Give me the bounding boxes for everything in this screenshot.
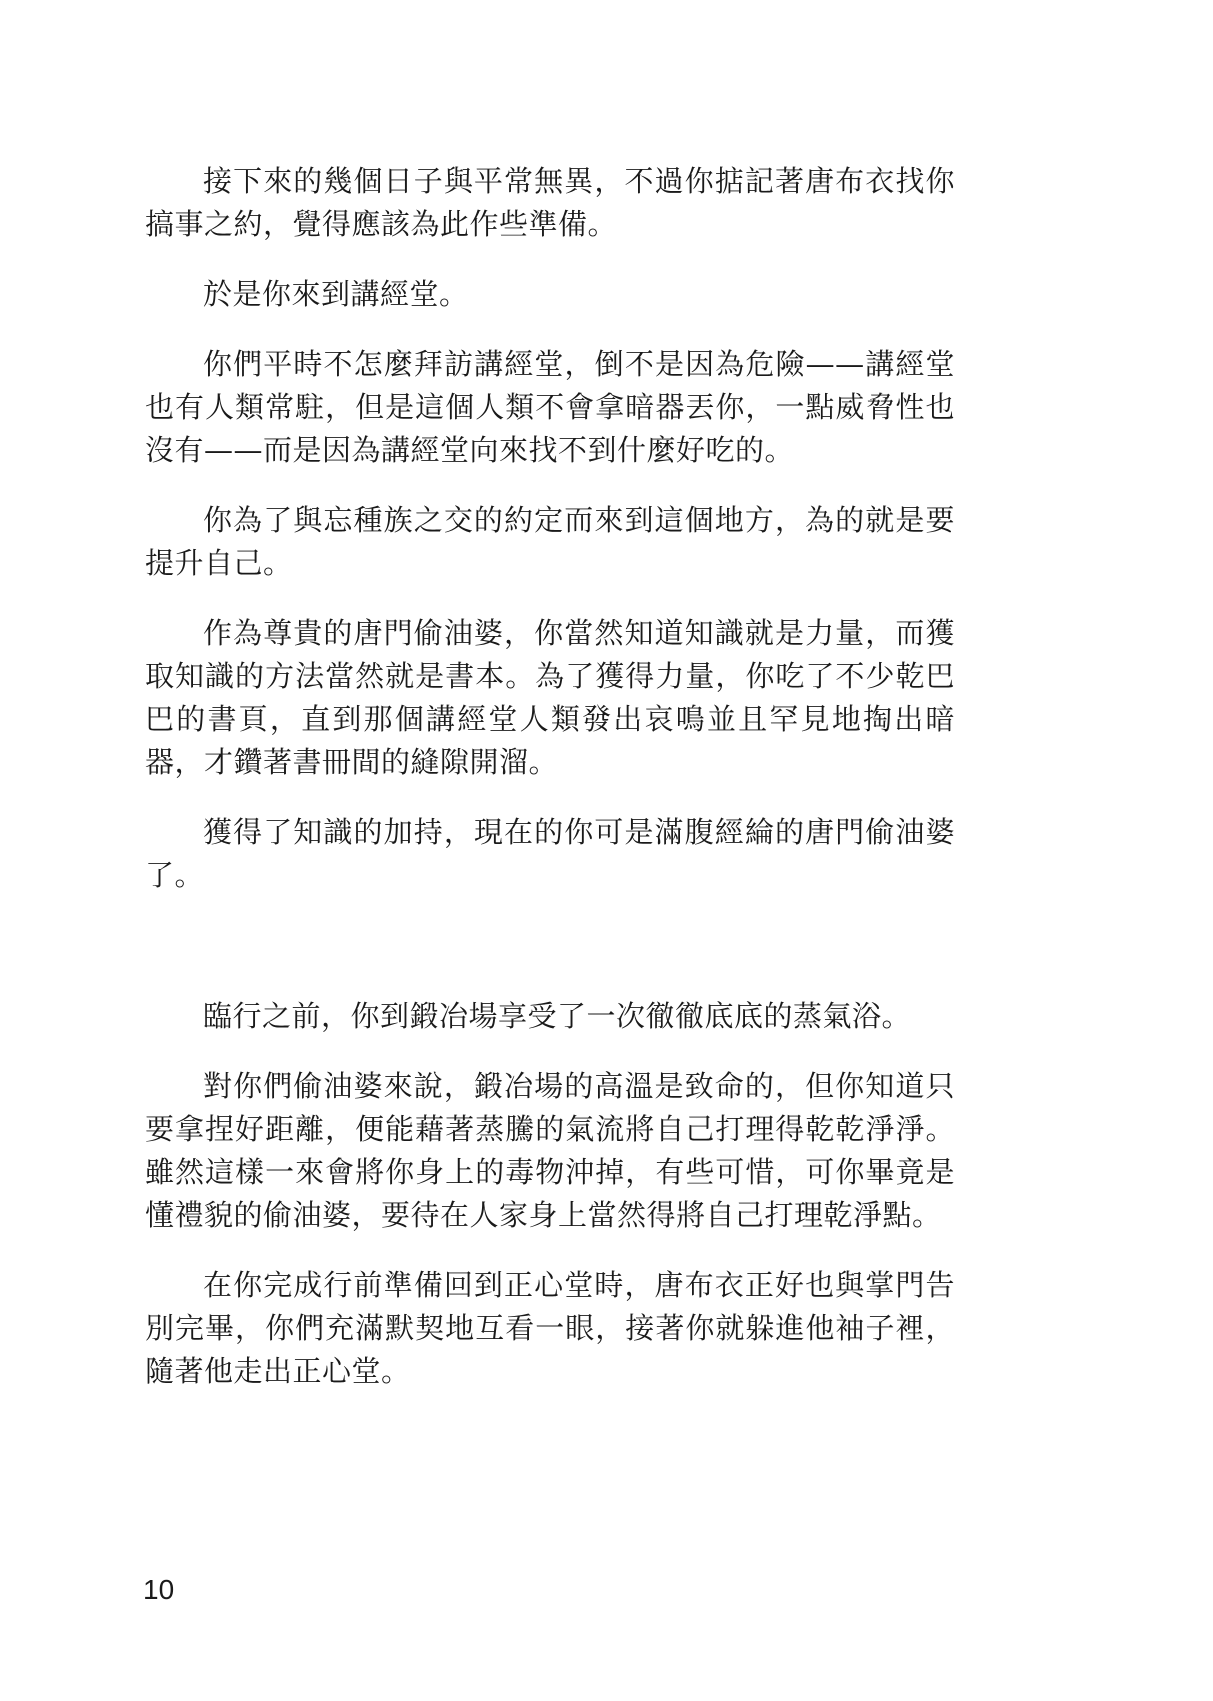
paragraph: 接下來的幾個日子與平常無異，不過你掂記著唐布衣找你搞事之約，覺得應該為此作些準備。 xyxy=(145,164,955,241)
page-number: 10 xyxy=(143,1574,175,1605)
section-break xyxy=(145,924,955,995)
paragraph: 於是你來到講經堂。 xyxy=(203,277,469,311)
body-text xyxy=(145,160,955,1420)
paragraph: 對你們偷油婆來說，鍛冶場的高溫是致命的，但你知道只要拿捏好距離，便能藉著蒸騰的氣流將自己打理得乾乾淨淨。雖然這樣一來會將你身上的毒物沖掉，有些可惜，可你畢竟是懂禮貌的偷油婆，要待在人家身上當然得將自己打理乾淨點。 xyxy=(145,1069,955,1232)
paragraph: 獲得了知識的加持，現在的你可是滿腹經綸的唐門偷油婆了。 xyxy=(145,815,955,892)
paragraph: 臨行之前，你到鍛冶場享受了一次徹徹底底的蒸氣浴。 xyxy=(203,999,912,1033)
paragraph: 你為了與忘種族之交的約定而來到這個地方，為的就是要提升自己。 xyxy=(145,503,955,580)
paragraph: 你們平時不怎麼拜訪講經堂，倒不是因為危險——講經堂也有人類常駐，但是這個人類不會拿暗器丟你，一點威脅性也沒有——而是因為講經堂向來找不到什麼好吃的。 xyxy=(145,347,955,467)
paragraph: 在你完成行前準備回到正心堂時，唐布衣正好也與掌門告別完畢，你們充滿默契地互看一眼，接著你就躲進他袖子裡，隨著他走出正心堂。 xyxy=(145,1268,955,1388)
paragraph: 作為尊貴的唐門偷油婆，你當然知道知識就是力量，而獲取知識的方法當然就是書本。為了獲得力量，你吃了不少乾巴巴的書頁，直到那個講經堂人類發出哀鳴並且罕見地掏出暗器，才鑽著書冊間的縫隙開溜。 xyxy=(145,616,955,779)
